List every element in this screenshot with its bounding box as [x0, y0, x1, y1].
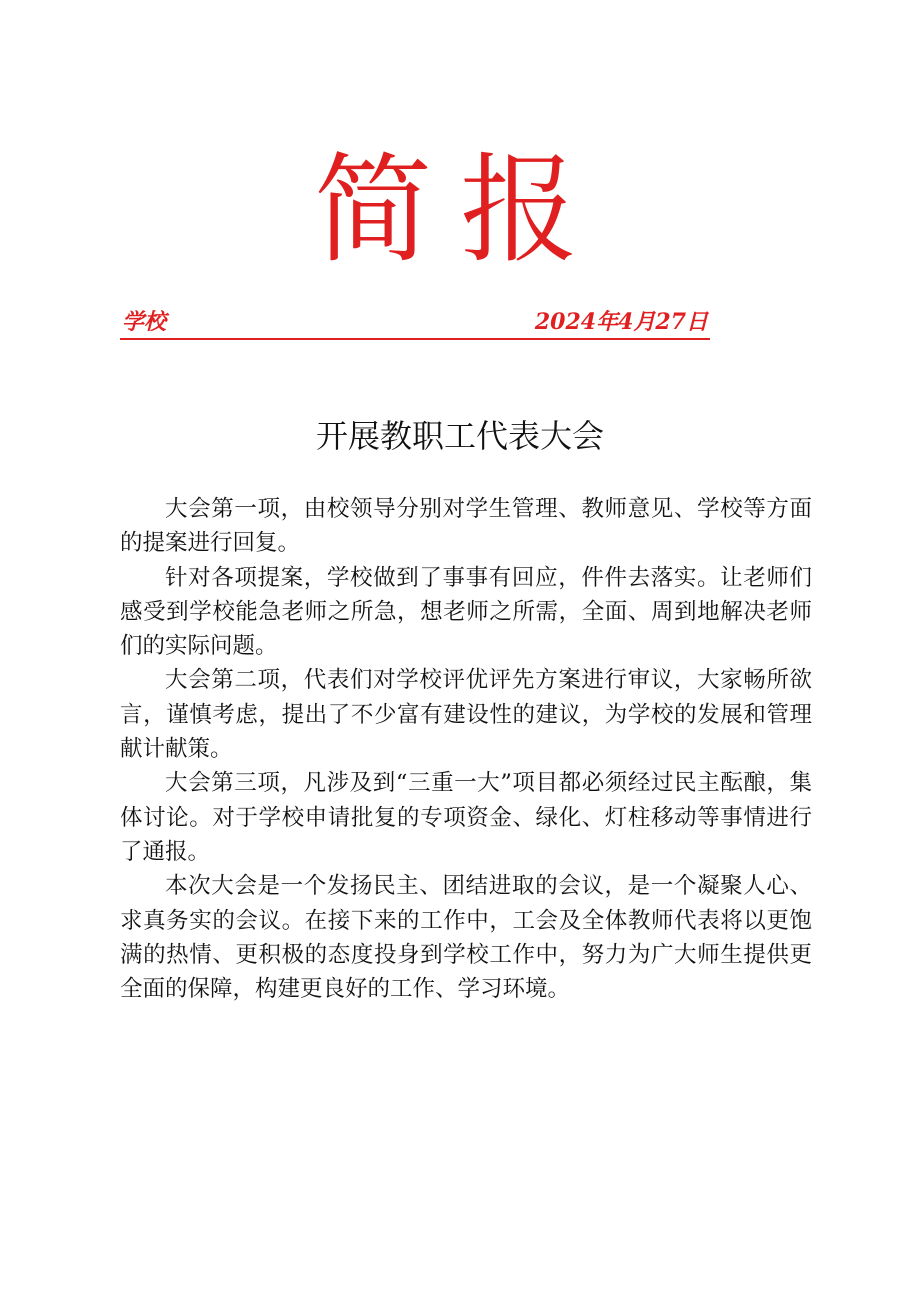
- article-title: 开展教职工代表大会: [315, 417, 604, 455]
- masthead-title: 简报: [313, 141, 606, 279]
- article-paragraph: 大会第三项，凡涉及到“三重一大”项目都必须经过民主酝酿，集体讨论。对于学校申请批复的专项资金、绿化、灯柱移动等事情进行了通报。: [120, 770, 812, 865]
- issuing-organization: 学校: [122, 309, 167, 335]
- issue-info-line: [120, 308, 710, 340]
- article-paragraph: 针对各项提案，学校做到了事事有回应，件件去落实。让老师们感受到学校能急老师之所急，想老师之所需，全面、周到地解决老师们的实际问题。: [120, 564, 812, 660]
- article-paragraph: 本次大会是一个发扬民主、团结进取的会议，是一个凝聚人心、求真务实的会议。在接下来的工作中，工会及全体教师代表将以更饱满的热情、更积极的态度投身到学校工作中，努力为广大师生提供更全面的保障，构建更良好的工作、学习环境。: [120, 873, 812, 1003]
- article-body: [120, 492, 812, 1006]
- issue-date: 2024年4月27日: [534, 309, 708, 335]
- article-paragraph: 大会第二项，代表们对学校评优评先方案进行审议，大家畅所欲言，谨慎考虑，提出了不少富有建设性的建议，为学校的发展和管理献计献策。: [120, 667, 812, 763]
- article-paragraph: 大会第一项，由校领导分别对学生管理、教师意见、学校等方面的提案进行回复。: [120, 496, 812, 557]
